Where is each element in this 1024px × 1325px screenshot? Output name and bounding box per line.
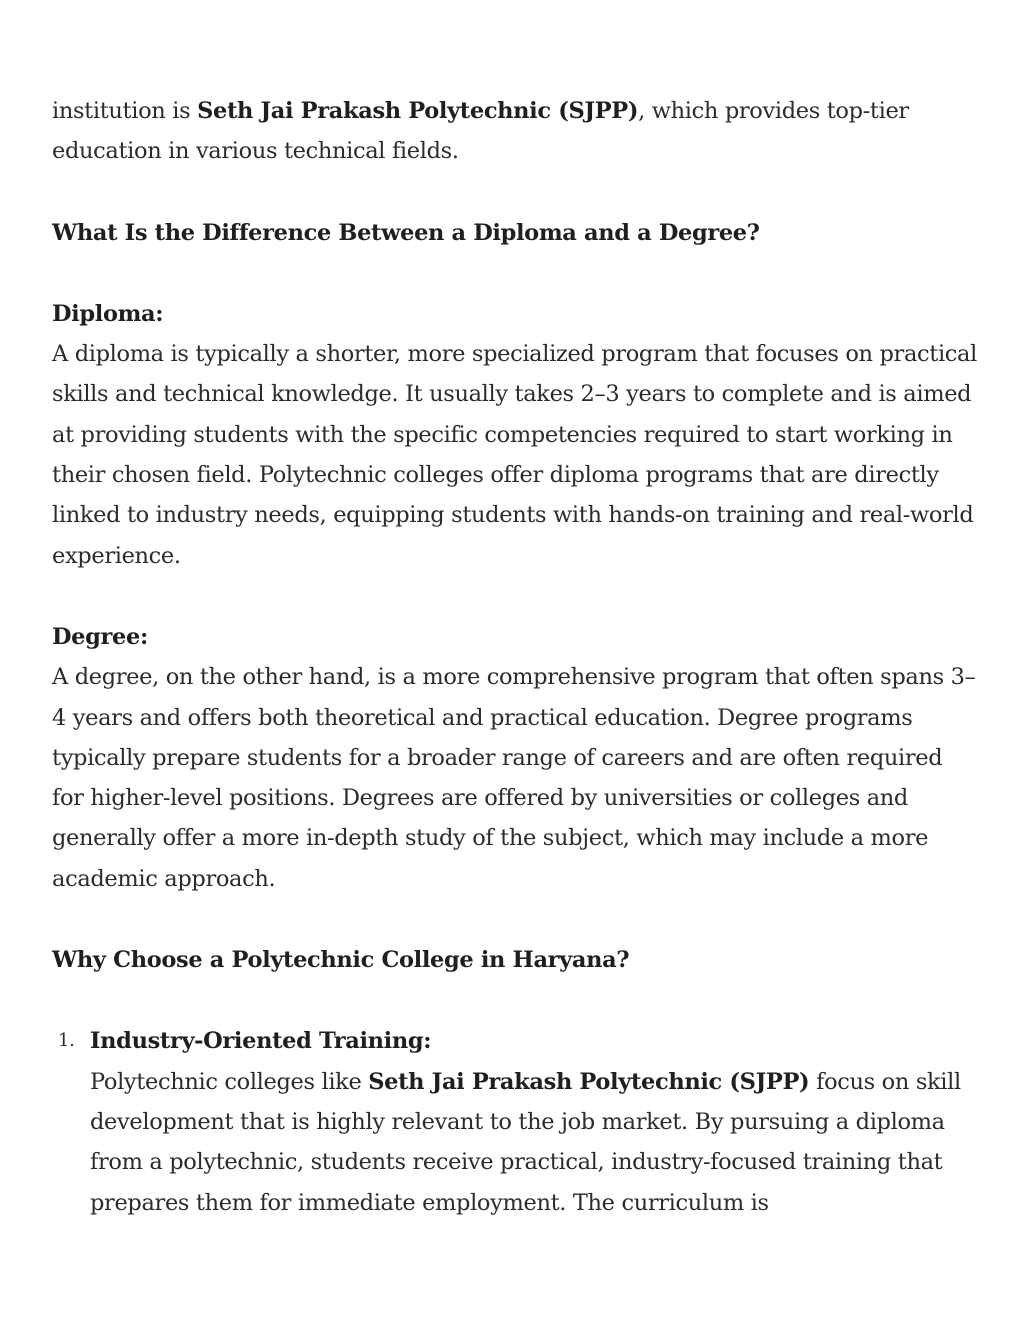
why-heading: Why Choose a Polytechnic College in Haryana? [52, 947, 630, 974]
list-item-school-name: Seth Jai Prakash Polytechnic (SJPP) [368, 1068, 810, 1095]
intro-school-name: Seth Jai Prakash Polytechnic (SJPP) [197, 98, 639, 124]
degree-body: A degree, on the other hand, is a more comprehensive program that often spans 3–4 years and offers both theoretical and practical education. Degree programs typically prepare students for a broader range of careers and are often required for higher-level positions. Degrees are offered by universities or colleges and generally offer a more in-depth study of the subject, which may include a more academic approach. [52, 664, 976, 892]
intro-text-before: institution is [52, 98, 198, 124]
list-item-text-before: Polytechnic colleges like [90, 1068, 369, 1095]
intro-paragraph [52, 91, 977, 172]
list-item [52, 1021, 977, 1222]
list-item-text-after: focus on skill development that is highly relevant to the job market. By pursuing a diploma from a polytechnic, students receive practical, industry-focused training that prepares them for immediate employment. The curriculum is [90, 1068, 961, 1216]
list-item-number: 1. [58, 1030, 75, 1052]
article-body [52, 91, 977, 1223]
diploma-title: Diploma: [52, 300, 164, 327]
intro-text-after: , which provides top-tier education in various technical fields. [52, 98, 909, 165]
reasons-list [52, 1021, 977, 1222]
list-item-body [90, 1062, 977, 1223]
list-item-title: Industry-Oriented Training: [90, 1028, 432, 1055]
diploma-body: A diploma is typically a shorter, more specialized program that focuses on practical skills and technical knowledge. It usually takes 2–3 years to complete and is aimed at providing students with the specific competencies required to start working in their chosen field. Polytechnic colleges offer diploma programs that are directly linked to industry needs, equipping students with hands-on training and real-world experience. [52, 341, 977, 569]
difference-heading: What Is the Difference Between a Diploma and a Degree? [52, 219, 760, 246]
degree-section [52, 617, 977, 899]
diploma-section [52, 294, 977, 576]
degree-title: Degree: [52, 623, 148, 650]
